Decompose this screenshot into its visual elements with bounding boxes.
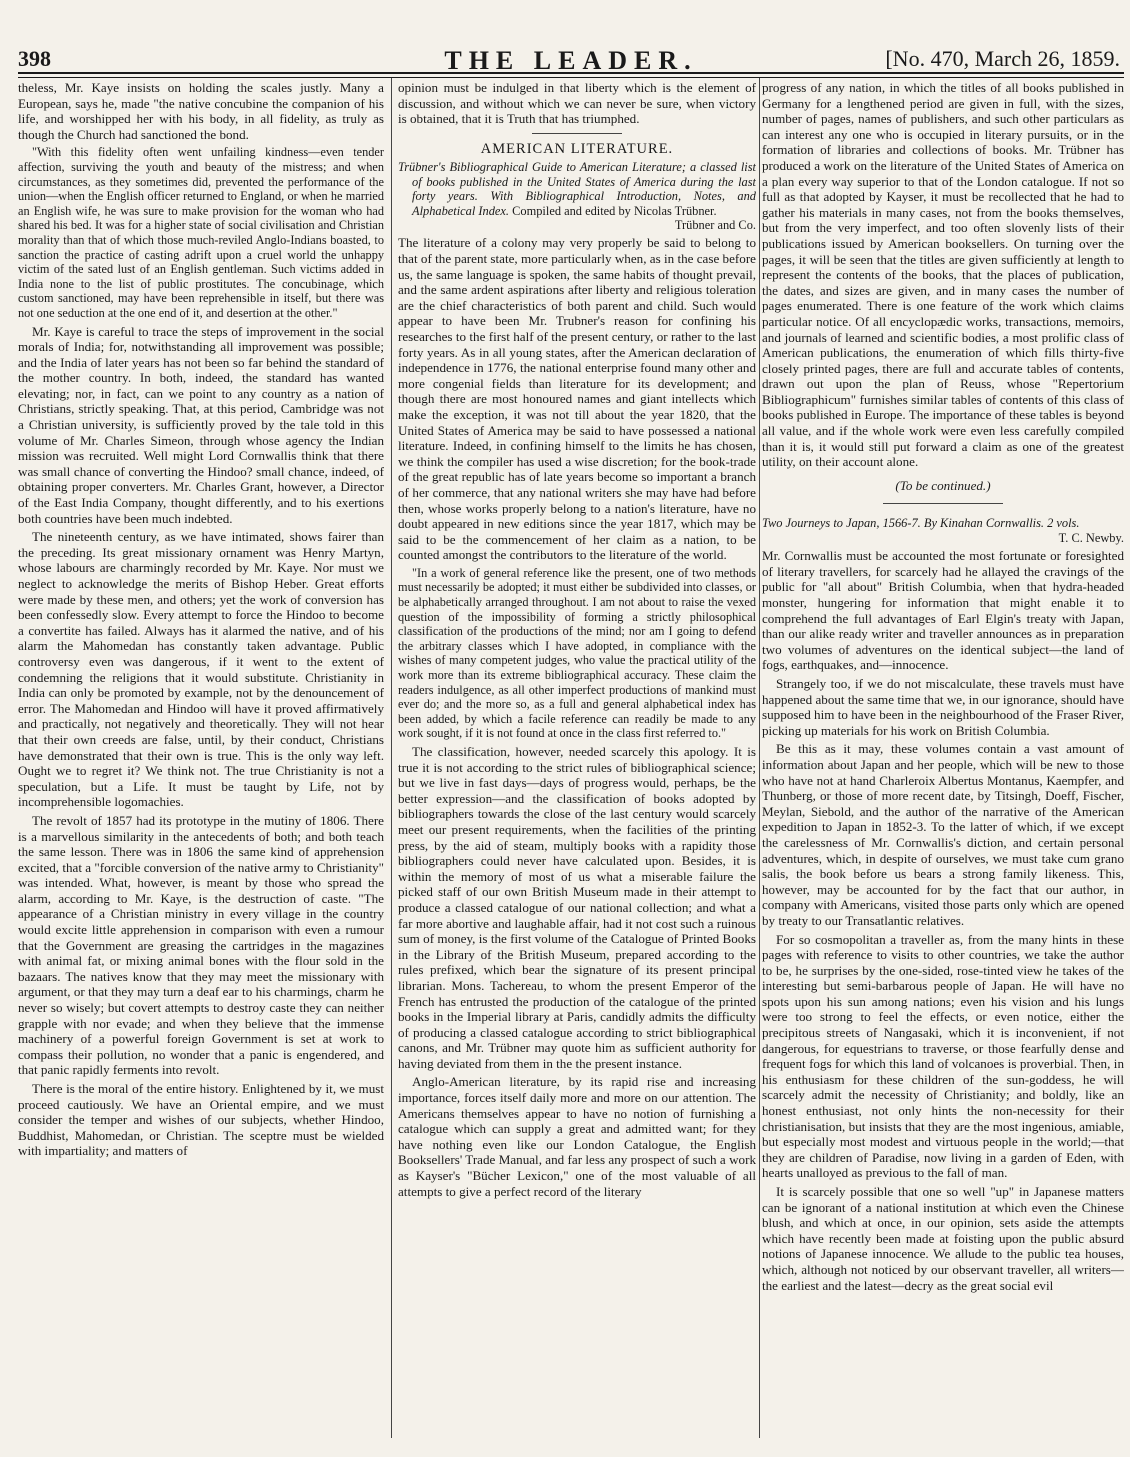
- citation-compiler: Compiled and edited by Nicolas Trübner.: [512, 203, 717, 218]
- quote-paragraph: "In a work of general reference like the present, one of two methods must necessarily be adopted; it must either be subdivided into classes, or be alphabetically arranged throughout. I am not about to raise the vexed question of the impossibility of forming a strictly philosophical classification of the productions of the mind; nor am I going to defend the arbitrary classes which I have adopted, in compliance with the wishes of many competent judges, who value the practical utility of the work more than its extreme bibliographical accuracy. These claim the readers indulgence, as all other imperfect productions of mankind must ever do; and the more so, as a full and general alphabetical index has been added, by which a facile reference can readily be made to any work sought, if it is not found at once in the class first referred to.": [398, 565, 756, 741]
- masthead: [18, 46, 1124, 74]
- paragraph: Be this as it may, these volumes contain a vast amount of information about Japan and her people, which will be new to those who have not at hand Charleroix Albertus Montanus, Kaempfer, and Thunberg, or those of more recent date, by Titsingh, Doeff, Fischer, Meylan, Siebold, and the author of the narrative of the American expedition to Japan in 1852-3. To the latter of which, if we except the carelessness of Mr. Cornwallis's diction, and certain personal adventures, which, in despite of ourselves, we must take cum grano salis, the book before us bears a strong family likeness. This, however, may be accounted for by the fact that our author, in company with Americans, visited those parts only which are opened by treaty to our Transatlantic relatives.: [762, 741, 1124, 928]
- paragraph: There is the moral of the entire history. Enlightened by it, we must proceed cautiously. We have an Oriental empire, and we must consider the temper and wishes of our subjects, whether Hindoo, Buddhist, Mahomedan, or Christian. The sceptre must be wielded with impartiality; and matters of: [18, 1081, 384, 1159]
- column-2: [398, 80, 756, 1440]
- newspaper-title: THE LEADER.: [444, 46, 698, 75]
- paragraph: opinion must be indulged in that liberty which is the element of discussion, and without which we can never be sure, when victory is obtained, that it is Truth that has triumphed.: [398, 80, 756, 127]
- column-3: [762, 80, 1124, 1440]
- page-number: 398: [18, 46, 51, 71]
- citation-author: By Kinahan Cornwallis. 2 vols.: [923, 516, 1080, 531]
- issue-info: [No. 470, March 26, 1859.: [885, 46, 1120, 71]
- paragraph: For so cosmopolitan a traveller as, from the many hints in these pages with reference to visits to other countries, we take the author to be, he surprises by the one-sided, rose-tinted view he takes of the interesting but semi-barbarous people of Japan. He will have no spots upon his sun among nations; even his vision and his lungs were too strong to feel the effects, or even notice, either the precipitous streets of Nangasaki, which it is inconvenient, if not dangerous, for equestrians to traverse, or those fearfully dense and frequent fogs for which this land of volcanoes is proverbial. Then, in his enthusiasm for these children of the sun-goddess, he will scarcely admit the necessity of Christianity; and boldly, like an honest enthusiast, not only hints the non-necessity for their christianisation, but insists that they are the most ingenious, amiable, but especially most modest and virtuous people in the world;—that they are children of Paradise, now living in a garden of Eden, with hearts unalloyed as previous to the fall of man.: [762, 931, 1124, 1181]
- section-separator: [532, 133, 622, 134]
- column-divider: [759, 78, 760, 1438]
- column-1: [18, 80, 384, 1440]
- review-citation: [762, 516, 1124, 545]
- section-heading: AMERICAN LITERATURE.: [480, 140, 674, 157]
- paragraph: progress of any nation, in which the titles of all books published in Germany for a lengthened period are given in full, with the sizes, number of pages, names of publishers, and such other particulars as can interest any one who is occupied in literary pursuits, or in the formation of libraries and collections of books. Mr. Trübner has produced a work on the literature of the United States of America on a plan every way superior to that of the London catalogue. If not so full as that adopted by Kayser, it must be recollected that he had to gather his materials in many cases, not from the books themselves, but from the very imperfect, and too often slovenly lists of their publications issued by American booksellers. On turning over the pages, it will be seen that the titles are given sufficiently at length to represent the contents of the books, that the places of publication, the dates, and sizes are given, and in many cases the number of pages enumerated. There is one feature of the work which claims particular notice. Of all encyclopædic works, transactions, memoirs, and journals of learned and scientific bodies, a most prolific class of American publications, the enumeration of which fills thirty-five closely printed pages, there are full and accurate tables of contents, drawn out upon the plan of Reuss, whose "Repertorium Bibliographicum" furnishes similar tables of contents of this class of books published in Europe. The importance of these tables is beyond all value, and if the whole work were even less carefully compiled than it is, it would still put forward a claim as one of the greatest utility, on their account alone.: [762, 80, 1124, 470]
- continued-note: (To be continued.): [895, 477, 991, 493]
- paragraph: The literature of a colony may very properly be said to belong to that of the parent state, more particularly when, as in the case before us, the same language is spoken, the same habits of thought prevail, and the same ardent aspirations after liberty and religious toleration are the chief characteristics of both parent and child. Such would appear to have been Mr. Trubner's reason for confining his researches to the first half of the present century, or rather to the last forty years. As in all young states, after the American declaration of independence in 1776, the national enterprise found many other and more congenial fields than literature for its development; and though there are most honoured names and giant intellects which make the exception, it was not till about the year 1820, that the United States of America may be said to have possessed a national literature. Indeed, in confining himself to the limits he has chosen, we think the compiler has used a wise discretion; for the book-trade of the great republic has of late years become so important a branch of her commerce, that any national writers she may have had before then, whose works properly belong to a nation's literature, have no doubt appeared in new editions since the year 1817, which may be said to be the commencement of her claim as a nation, to be counted amongst the contributors to the literature of the world.: [398, 235, 756, 563]
- citation-title: Trübner's Bibliographical Guide to American Literature; a classed list of books published in the United States of America during the last forty years. With Bibliographical Introduction, Notes, and Alphabetical Index.: [398, 160, 756, 218]
- masthead-rule: [18, 77, 1124, 78]
- paragraph: The nineteenth century, as we have intimated, shows fairer than the preceding. Its great missionary ornament was Henry Martyn, whose labours are charmingly recorded by Mr. Kaye. Nor must we neglect to acknowledge the merits of Bishop Heber. Great efforts were made by these men, and others; yet the work of conversion has been confessedly slow. Every attempt to force the Hindoo to become a convertite has failed. Always has it alarmed the native, and of his alarm the Mahomedan has constantly taken advantage. Public controversy even was dangerous, if it went to the extent of condemning the religions that it would substitute. Christianity in India can only be promoted by example, not by the denouncement of error. The Mahomedan and Hindoo will have it proved affirmatively and practically, not negatively and theoretically. They will not hear that their own creeds are false, until, by their conduct, Christians have demonstrated that their own is true. This is the only way left. Ought we to regret it? We think not. The true Christianity is not a speculation, but a Life. It must be taught by Life, not by incomprehensible logomachies.: [18, 529, 384, 810]
- paragraph: theless, Mr. Kaye insists on holding the scales justly. Many a European, says he, made "the native concubine the companion of his life, and worshipped her with his body, in all fidelity, as truly as though the Church had sanctioned the bond.: [18, 80, 384, 142]
- paragraph: The classification, however, needed scarcely this apology. It is true it is not according to the strict rules of bibliographical science; but we live in fast days—days of progress would, perhaps, be the better expression—and the classification of books adopted by bibliographers towards the close of the last century would scarcely meet our present requirements, when the facilities of the printing press, by the aid of steam, multiply books with a rapidity those bibliographers could never have calculated upon. Besides, it is within the memory of most of us what a miserable failure the picked staff of our own British Museum made in their attempt to produce a classed catalogue of our national collection; and what a far more abortive and laughable affair, had it not cost such a ruinous sum of money, is the first volume of the Catalogue of Printed Books in the Library of the British Museum, prepared according to the rules prefixed, which bear the signature of its present principal librarian. Mons. Tachereau, to whom the present Emperor of the French has entrusted the production of the catalogue of the printed books in the Imperial library at Paris, candidly admits the difficulty of producing a classed catalogue according to strict bibliographical canons, and Mr. Trübner may quote him as sufficient authority for having deviated from them in the the present instance.: [398, 744, 756, 1071]
- quote-paragraph: "With this fidelity often went unfailing kindness—even tender affection, surviving the youth and beauty of the mistress; and when circumstances, as they sometimes did, prevented the performance of the union—when the English officer returned to England, or when he married an English wife, he was sure to make provision for the woman who had shared his bed. It was for a higher state of social civilisation and Christian morality than that of which those much-reviled Anglo-Indians boasted, to sanction the practice of casting adrift upon a cruel world the unhappy victim of the sated lust of an English gentleman. Such victims added in India none to the list of public prostitutes. The concubinage, which custom sanctioned, may have been reprehensible in itself, but there was not one seduction at the one end of it, and desertion at the other.": [18, 145, 384, 320]
- paragraph: Anglo-American literature, by its rapid rise and increasing importance, forces itself daily more and more on our attention. The Americans themselves appear to have no notion of furnishing a catalogue which can supply a great and admitted want; for they have nothing even like our London Catalogue, the English Booksellers' Trade Manual, and far less any prospect of such a work as Kayser's "Bücher Lexicon," one of the most valuable of all attempts to give a perfect record of the literary: [398, 1074, 756, 1199]
- citation-publisher: Trübner and Co.: [674, 218, 756, 232]
- section-separator: [883, 503, 1003, 504]
- citation-publisher: T. C. Newby.: [1058, 530, 1124, 545]
- paragraph: Strangely too, if we do not miscalculate, these travels must have happened about the same time that we, in our ignorance, should have supposed him to have been in the neighbourhood of the Fraser River, picking up materials for his work on British Columbia.: [762, 676, 1124, 738]
- review-citation: [398, 160, 756, 232]
- paragraph: Mr. Cornwallis must be accounted the most fortunate or foresighted of literary travellers, for scarcely had he allayed the cravings of the public for "all about" British Columbia, when that hydra-headed monster, hungering for information that might enable it to comprehend the full advantages of Earl Elgin's treaty with Japan, than our alike ready writer and traveller announces as in preparation two volumes of adventures on the identical subject—the land of fogs, earthquakes, and—innocence.: [762, 548, 1124, 673]
- paragraph: Mr. Kaye is careful to trace the steps of improvement in the social morals of India; for, notwithstanding all improvement was possible; and the India of later years has not been so far behind the standard of the mother country. In both, indeed, the standard has wanted elevating; nor, in fact, can we point to any country as a nation of Christians, strictly speaking. That, at this period, Cambridge was not a Christian university, is sufficiently proved by the tale told in this volume of Mr. Charles Simeon, through whose agency the Indian mission was recruited. Well might Lord Cornwallis think that there was small chance of converting the Hindoo? small chance, indeed, of obtaining proper converters. Mr. Charles Grant, however, a Director of the East India Company, thought differently, and to his exertions both countries have been much indebted.: [18, 323, 384, 526]
- citation-title: Two Journeys to Japan, 1566-7.: [762, 516, 921, 531]
- paragraph: The revolt of 1857 had its prototype in the mutiny of 1806. There is a marvellous similarity in the antecedents of both; and both teach the same lesson. There was in 1806 the same kind of apprehension excited, that a "forcible conversion of the native army to Christianity" was intended. What, however, is meant by those who spread the alarm, according to Mr. Kaye, is the destruction of caste. "The appearance of a Christian ministry in every village in the country would excite little apprehension in comparison with even a rumour that the Government are greasing the cartridges in the magazines with animal fat, or mixing animal bones with the flour sold in the bazaars. The natives know that they may meet the missionary with argument, or that they may turn a deaf ear to his charmings, charm he never so wisely; but covert attempts to destroy caste they can neither grapple with nor evade; and when they believe that the immense machinery of a powerful foreign Government is set at work to compass their pollution, no wonder that a panic is engendered, and that panic rapidly ferments into revolt.: [18, 812, 384, 1078]
- paragraph: It is scarcely possible that one so well "up" in Japanese matters can be ignorant of a national institution at which even the Chinese blush, and which at once, in our opinion, sets aside the attempts which have recently been made at foisting upon the public absurd notions of Japanese innocence. We allude to the public tea houses, which, although not noticed by our observant traveller, all writers—the earliest and the latest—decry as the great social evil: [762, 1184, 1124, 1293]
- column-divider: [391, 78, 392, 1438]
